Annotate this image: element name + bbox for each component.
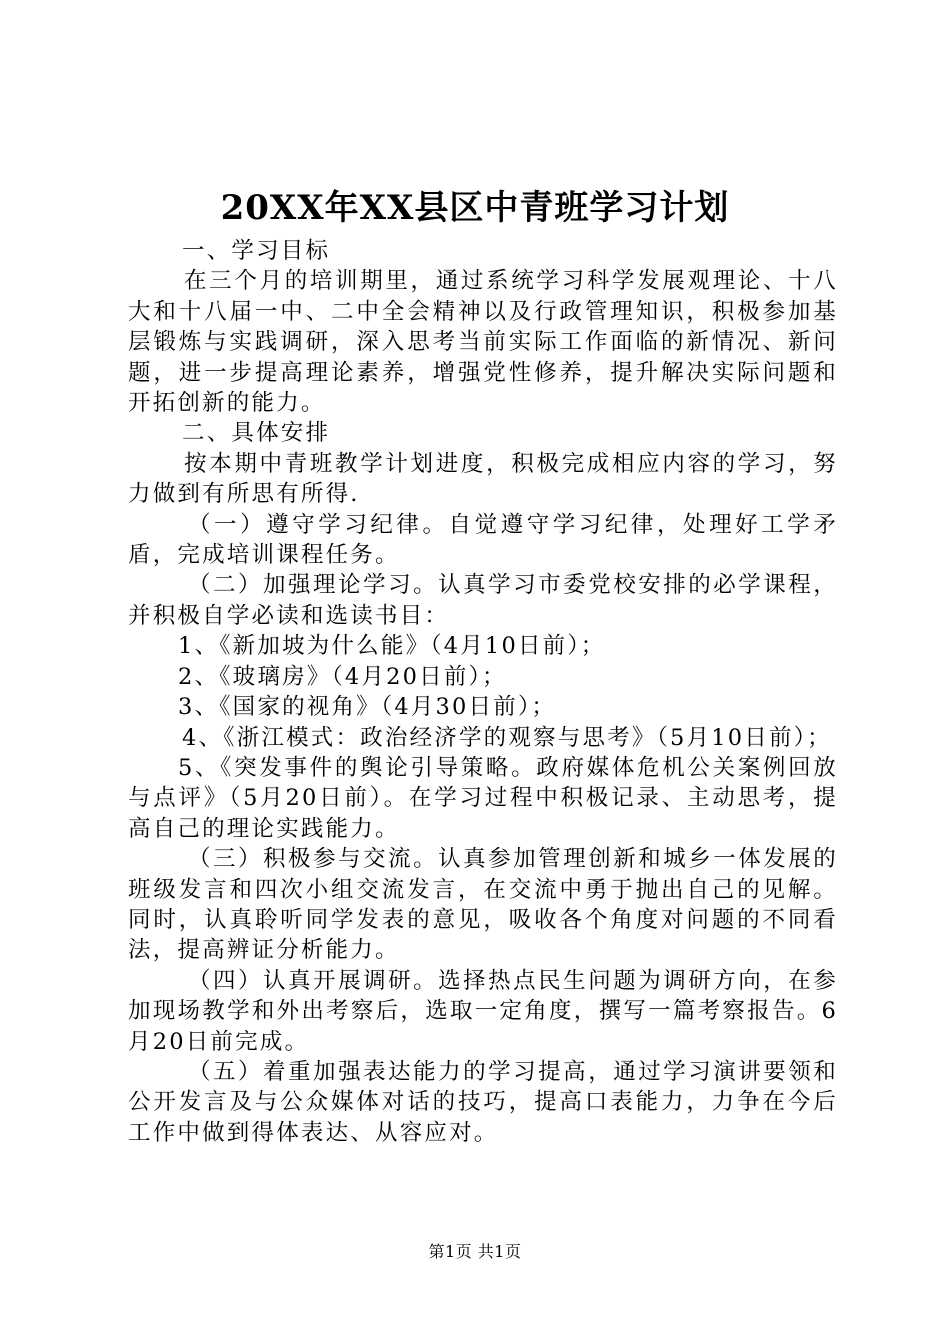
paragraph-item-2: （二）加强理论学习。认真学习市委党校安排的必学课程，并积极自学必读和选读书目： xyxy=(128,572,838,629)
paragraph-goals: 在三个月的培训期里，通过系统学习科学发展观理论、十八大和十八届一中、二中全会精神以及行政管理知识，积极参加基层锻炼与实践调研，深入思考当前实际工作面临的新情况、新问题，进一步提高理论素养，增强党性修养，提升解决实际问题和开拓创新的能力。 xyxy=(128,268,838,417)
paragraph-item-3: （三）积极参与交流。认真参加管理创新和城乡一体发展的班级发言和四次小组交流发言，在交流中勇于抛出自己的见解。同时，认真聆听同学发表的意见，吸收各个角度对问题的不同看法，提高辨证分析能力。 xyxy=(128,846,838,964)
paragraph-arrangement: 按本期中青班教学计划进度，积极完成相应内容的学习，努力做到有所思有所得. xyxy=(128,450,838,508)
book-list-item: 5、《突发事件的舆论引导策略。政府媒体危机公关案例回放与点评》（5月20日前）。在学习过程中积极记录、主动思考，提高自己的理论实践能力。 xyxy=(128,754,838,842)
book-list-item: 1、《新加坡为什么能》（4月10日前）； xyxy=(178,633,606,660)
book-list-item: 4、《浙江模式：政治经济学的观察与思考》（5月10日前）； xyxy=(182,724,832,751)
section-heading-arrangement: 二、具体安排 xyxy=(182,420,331,447)
book-list-item: 3、《国家的视角》（4月30日前）； xyxy=(178,694,557,721)
document-body xyxy=(128,236,838,1148)
paragraph-item-4: （四）认真开展调研。选择热点民生问题为调研方向，在参加现场教学和外出考察后，选取一定角度，撰写一篇考察报告。6月20日前完成。 xyxy=(128,967,838,1055)
paragraph-item-5: （五）着重加强表达能力的学习提高，通过学习演讲要领和公开发言及与公众媒体对话的技巧，提高口表能力，力争在今后工作中做到得体表达、从容应对。 xyxy=(128,1058,838,1146)
section-heading-goals: 一、学习目标 xyxy=(182,238,331,264)
page-footer: 第1页 共1页 xyxy=(428,1242,522,1261)
book-list-item: 2、《玻璃房》（4月20日前）； xyxy=(178,663,507,690)
document-title: 20XX年XX县区中青班学习计划 xyxy=(220,188,730,228)
paragraph-item-1: （一）遵守学习纪律。自觉遵守学习纪律，处理好工学矛盾，完成培训课程任务。 xyxy=(128,511,838,569)
